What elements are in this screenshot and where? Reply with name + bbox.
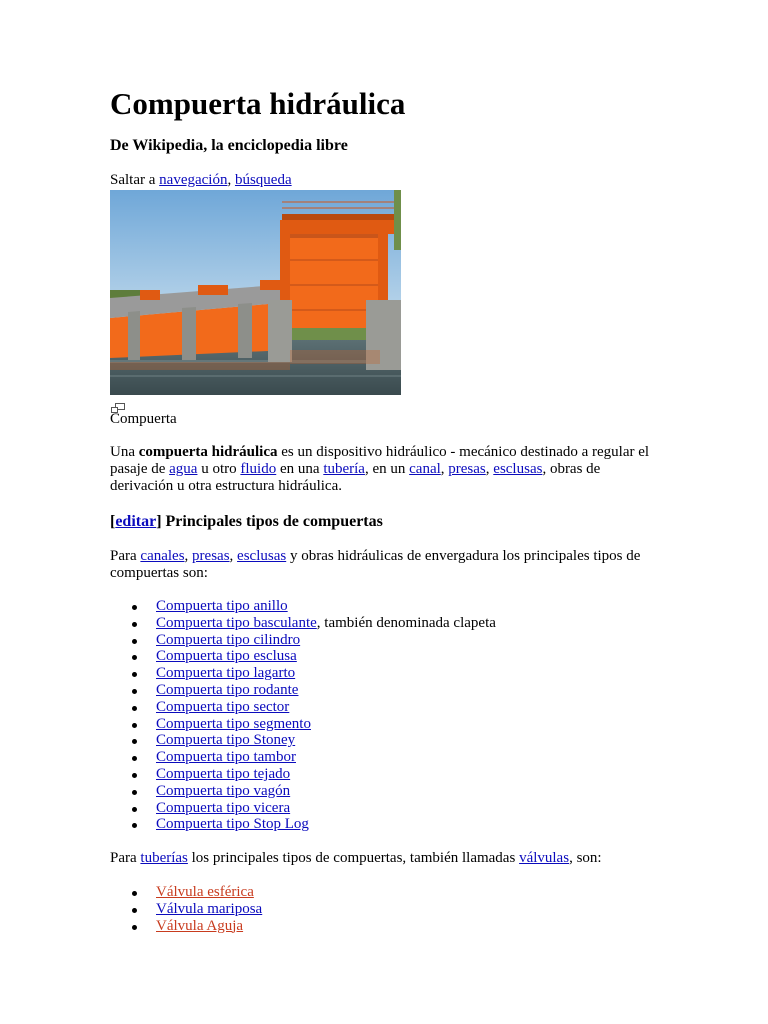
list-item [110, 682, 496, 699]
valve-types-list [110, 884, 262, 934]
list-item-link[interactable]: Compuerta tipo cilindro [156, 631, 301, 648]
list-item-link[interactable]: Compuerta tipo vagón [156, 782, 291, 799]
list-item-link[interactable]: Compuerta tipo Stoney [156, 732, 296, 749]
link-canal[interactable]: canal [409, 461, 441, 477]
list-item-link[interactable]: Válvula Aguja [156, 917, 244, 934]
bullet-icon [132, 723, 137, 728]
list-item [110, 665, 496, 682]
bullet-icon [132, 622, 137, 627]
bullet-icon [132, 908, 137, 913]
section-heading: [editar] Principales tipos de compuertas [110, 513, 383, 530]
link-esclusas-2[interactable]: esclusas [237, 548, 287, 564]
bullet-icon [132, 672, 137, 677]
jump-links: Saltar a navegación, búsqueda [110, 172, 292, 188]
link-tuberia[interactable]: tubería [323, 461, 365, 477]
list-item-link[interactable]: Compuerta tipo tejado [156, 765, 291, 782]
list-item [110, 884, 262, 901]
link-presas[interactable]: presas [448, 461, 486, 477]
list-item [110, 901, 262, 918]
gates-paragraph: Para canales, presas, esclusas y obras hidráulicas de envergadura los principales tipos de compuertas son: [110, 548, 641, 581]
list-item [110, 632, 496, 649]
bullet-icon [132, 639, 137, 644]
bullet-icon [132, 790, 137, 795]
list-item [110, 699, 496, 716]
bullet-icon [132, 655, 137, 660]
list-item-link[interactable]: Compuerta tipo segmento [156, 715, 311, 732]
list-item-link[interactable]: Válvula esférica [156, 884, 254, 900]
page-title: Compuerta hidráulica [110, 86, 406, 121]
site-subtitle: De Wikipedia, la enciclopedia libre [110, 137, 348, 154]
list-item [110, 615, 496, 632]
bullet-icon [132, 706, 137, 711]
list-item-link[interactable]: Compuerta tipo rodante [156, 681, 299, 698]
list-item [110, 749, 496, 766]
list-item-link[interactable]: Compuerta tipo esclusa [156, 648, 297, 665]
jump-prefix: Saltar a [110, 172, 160, 188]
list-item [110, 800, 496, 817]
bullet-icon [132, 756, 137, 761]
gate-image[interactable] [110, 190, 401, 395]
navigation-link[interactable]: navegación [159, 172, 228, 188]
gate-types-list [110, 598, 496, 833]
image-caption: Compuerta [110, 411, 177, 427]
link-valvulas[interactable]: válvulas [519, 850, 570, 866]
list-item [110, 766, 496, 783]
edit-link[interactable]: editar [115, 513, 157, 530]
intro-paragraph: Una compuerta hidráulica es un dispositivo hidráulico - mecánico destinado a regular el pasaje de agua u otro fluido en una tubería, en un canal, presas, esclusas, obras de derivación u otra estructura hidráulica. [110, 444, 650, 494]
list-item-link[interactable]: Compuerta tipo tambor [156, 749, 296, 766]
list-item-suffix: , también denominada clapeta [316, 614, 496, 631]
bullet-icon [132, 605, 137, 610]
link-esclusas[interactable]: esclusas [493, 461, 543, 477]
link-canales[interactable]: canales [140, 548, 185, 564]
link-agua[interactable]: agua [169, 461, 198, 477]
list-item [110, 783, 496, 800]
list-item-link[interactable]: Compuerta tipo basculante [156, 614, 317, 631]
link-presas-2[interactable]: presas [192, 548, 230, 564]
section-title: Principales tipos de compuertas [161, 513, 383, 530]
list-item [110, 816, 496, 833]
list-item [110, 648, 496, 665]
link-tuberias[interactable]: tuberías [140, 850, 188, 866]
valves-paragraph: Para tuberías los principales tipos de compuertas, también llamadas válvulas, son: [110, 850, 602, 866]
bullet-icon [132, 739, 137, 744]
list-item-link[interactable]: Compuerta tipo lagarto [156, 665, 296, 682]
list-item-link[interactable]: Válvula mariposa [156, 900, 263, 917]
list-item [110, 732, 496, 749]
list-item-link[interactable]: Compuerta tipo anillo [156, 598, 288, 614]
list-item [110, 598, 496, 615]
bullet-icon [132, 891, 137, 896]
magnify-icon[interactable] [111, 401, 125, 411]
bullet-icon [132, 823, 137, 828]
search-link[interactable]: búsqueda [234, 172, 292, 188]
bullet-icon [132, 925, 137, 930]
term-bold: compuerta hidráulica [138, 444, 278, 460]
bullet-icon [132, 689, 137, 694]
list-item-link[interactable]: Compuerta tipo Stop Log [156, 816, 309, 833]
list-item-link[interactable]: Compuerta tipo vicera [156, 799, 291, 816]
list-item-link[interactable]: Compuerta tipo sector [156, 698, 290, 715]
list-item [110, 716, 496, 733]
bullet-icon [132, 773, 137, 778]
list-item [110, 918, 262, 935]
link-fluido[interactable]: fluido [240, 461, 277, 477]
bullet-icon [132, 807, 137, 812]
